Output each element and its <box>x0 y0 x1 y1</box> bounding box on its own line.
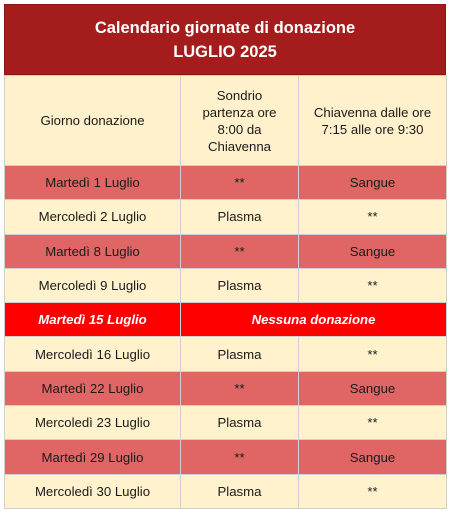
chiavenna-cell: ** <box>299 406 447 440</box>
chiavenna-cell: ** <box>299 268 447 302</box>
day-cell: Martedì 8 Luglio <box>5 234 181 268</box>
sondrio-cell: ** <box>181 371 299 405</box>
header-chiavenna <box>299 76 447 166</box>
table-row <box>5 440 447 474</box>
chiavenna-cell: ** <box>299 474 447 508</box>
calendar-title-line2: LUGLIO 2025 <box>173 42 277 61</box>
chiavenna-cell: ** <box>299 337 447 371</box>
sondrio-cell: ** <box>181 440 299 474</box>
day-cell: Martedì 15 Luglio <box>5 303 181 337</box>
header-sondrio-line: Sondrio <box>216 87 263 103</box>
table-row <box>5 337 447 371</box>
header-sondrio-line: 8:00 da <box>217 121 262 137</box>
chiavenna-cell: Sangue <box>299 371 447 405</box>
sondrio-cell: Plasma <box>181 268 299 302</box>
no-donation-note: Nessuna donazione <box>181 303 447 337</box>
sondrio-cell: ** <box>181 166 299 200</box>
table-row <box>5 474 447 508</box>
sondrio-cell: ** <box>181 234 299 268</box>
calendar-title <box>4 4 446 75</box>
sondrio-cell: Plasma <box>181 474 299 508</box>
day-cell: Mercoledì 30 Luglio <box>5 474 181 508</box>
header-sondrio <box>181 76 299 166</box>
table-row <box>5 268 447 302</box>
table-header-row <box>5 76 447 166</box>
table-row <box>5 234 447 268</box>
header-sondrio-line: Chiavenna <box>207 138 272 154</box>
header-sondrio-line: partenza ore <box>202 104 277 120</box>
sondrio-cell: Plasma <box>181 337 299 371</box>
chiavenna-cell: ** <box>299 200 447 234</box>
table-row <box>5 200 447 234</box>
sondrio-cell: Plasma <box>181 406 299 440</box>
table-row <box>5 371 447 405</box>
chiavenna-cell: Sangue <box>299 166 447 200</box>
table-row <box>5 406 447 440</box>
day-cell: Mercoledì 2 Luglio <box>5 200 181 234</box>
day-cell: Martedì 22 Luglio <box>5 371 181 405</box>
day-cell: Mercoledì 16 Luglio <box>5 337 181 371</box>
chiavenna-cell: Sangue <box>299 234 447 268</box>
header-chiavenna-line: Chiavenna dalle ore <box>313 104 432 120</box>
day-cell: Martedì 29 Luglio <box>5 440 181 474</box>
day-cell: Martedì 1 Luglio <box>5 166 181 200</box>
sondrio-cell: Plasma <box>181 200 299 234</box>
day-cell: Mercoledì 23 Luglio <box>5 406 181 440</box>
header-giorno: Giorno donazione <box>5 76 181 166</box>
donation-calendar <box>4 4 446 508</box>
table-row <box>5 166 447 200</box>
table-row-no-donation <box>5 303 447 337</box>
chiavenna-cell: Sangue <box>299 440 447 474</box>
schedule-table <box>4 75 447 509</box>
header-chiavenna-line: 7:15 alle ore 9:30 <box>321 121 424 137</box>
calendar-title-line1: Calendario giornate di donazione <box>94 18 356 37</box>
day-cell: Mercoledì 9 Luglio <box>5 268 181 302</box>
